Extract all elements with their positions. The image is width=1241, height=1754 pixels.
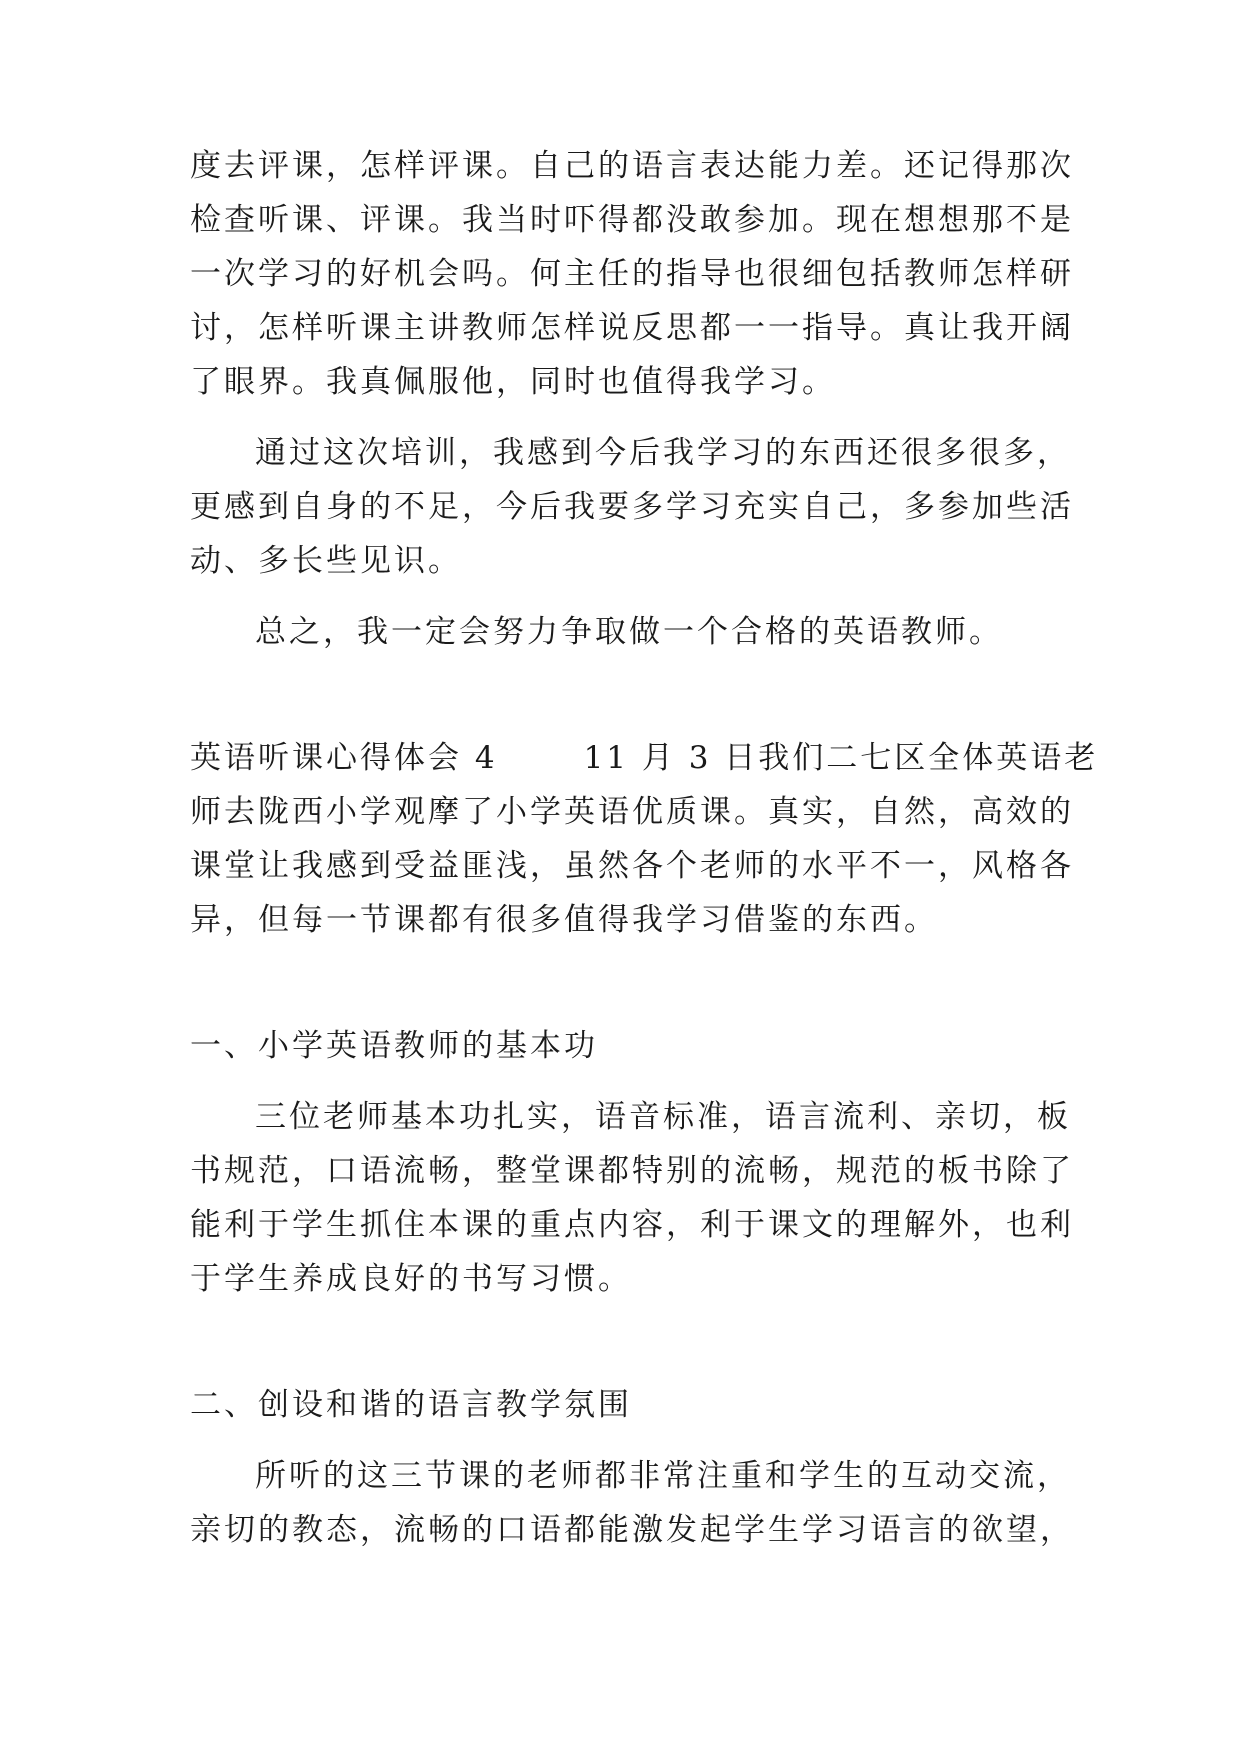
text-line: 更感到自身的不足，今后我要多学习充实自己，多参加些活 xyxy=(190,489,1074,525)
text-line: 动、多长些见识。 xyxy=(190,543,462,579)
text-line: 了眼界。我真佩服他，同时也值得我学习。 xyxy=(190,364,836,400)
text-line: 课堂让我感到受益匪浅，虽然各个老师的水平不一，风格各 xyxy=(190,848,1074,884)
section-heading: 一、小学英语教师的基本功 xyxy=(190,1028,598,1064)
text-segment: 11 月 3 日我们二七区全体英语老 xyxy=(583,740,1099,776)
text-line: 通过这次培训，我感到今后我学习的东西还很多很多， xyxy=(255,435,1071,471)
text-line: 检查听课、评课。我当时吓得都没敢参加。现在想想那不是 xyxy=(190,202,1074,238)
text-line: 能利于学生抓住本课的重点内容，利于课文的理解外，也利 xyxy=(190,1207,1074,1243)
text-line: 总之，我一定会努力争取做一个合格的英语教师。 xyxy=(255,614,1003,650)
section-title: 英语听课心得体会 4 xyxy=(190,740,498,776)
text-line: 所听的这三节课的老师都非常注重和学生的互动交流， xyxy=(255,1458,1071,1494)
section-heading: 二、创设和谐的语言教学氛围 xyxy=(190,1387,632,1423)
text-line: 异，但每一节课都有很多值得我学习借鉴的东西。 xyxy=(190,902,938,938)
text-line: 度去评课，怎样评课。自己的语言表达能力差。还记得那次 xyxy=(190,148,1074,184)
section-title-line xyxy=(190,738,1099,778)
text-line: 讨，怎样听课主讲教师怎样说反思都一一指导。真让我开阔 xyxy=(190,310,1074,346)
text-line: 师去陇西小学观摩了小学英语优质课。真实，自然，高效的 xyxy=(190,794,1074,830)
text-line: 一次学习的好机会吗。何主任的指导也很细包括教师怎样研 xyxy=(190,256,1074,292)
text-line: 于学生养成良好的书写习惯。 xyxy=(190,1261,632,1297)
text-line: 三位老师基本功扎实，语音标准，语言流利、亲切，板 xyxy=(255,1099,1071,1135)
text-line: 亲切的教态，流畅的口语都能激发起学生学习语言的欲望， xyxy=(190,1512,1074,1548)
text-line: 书规范，口语流畅，整堂课都特别的流畅，规范的板书除了 xyxy=(190,1153,1074,1189)
